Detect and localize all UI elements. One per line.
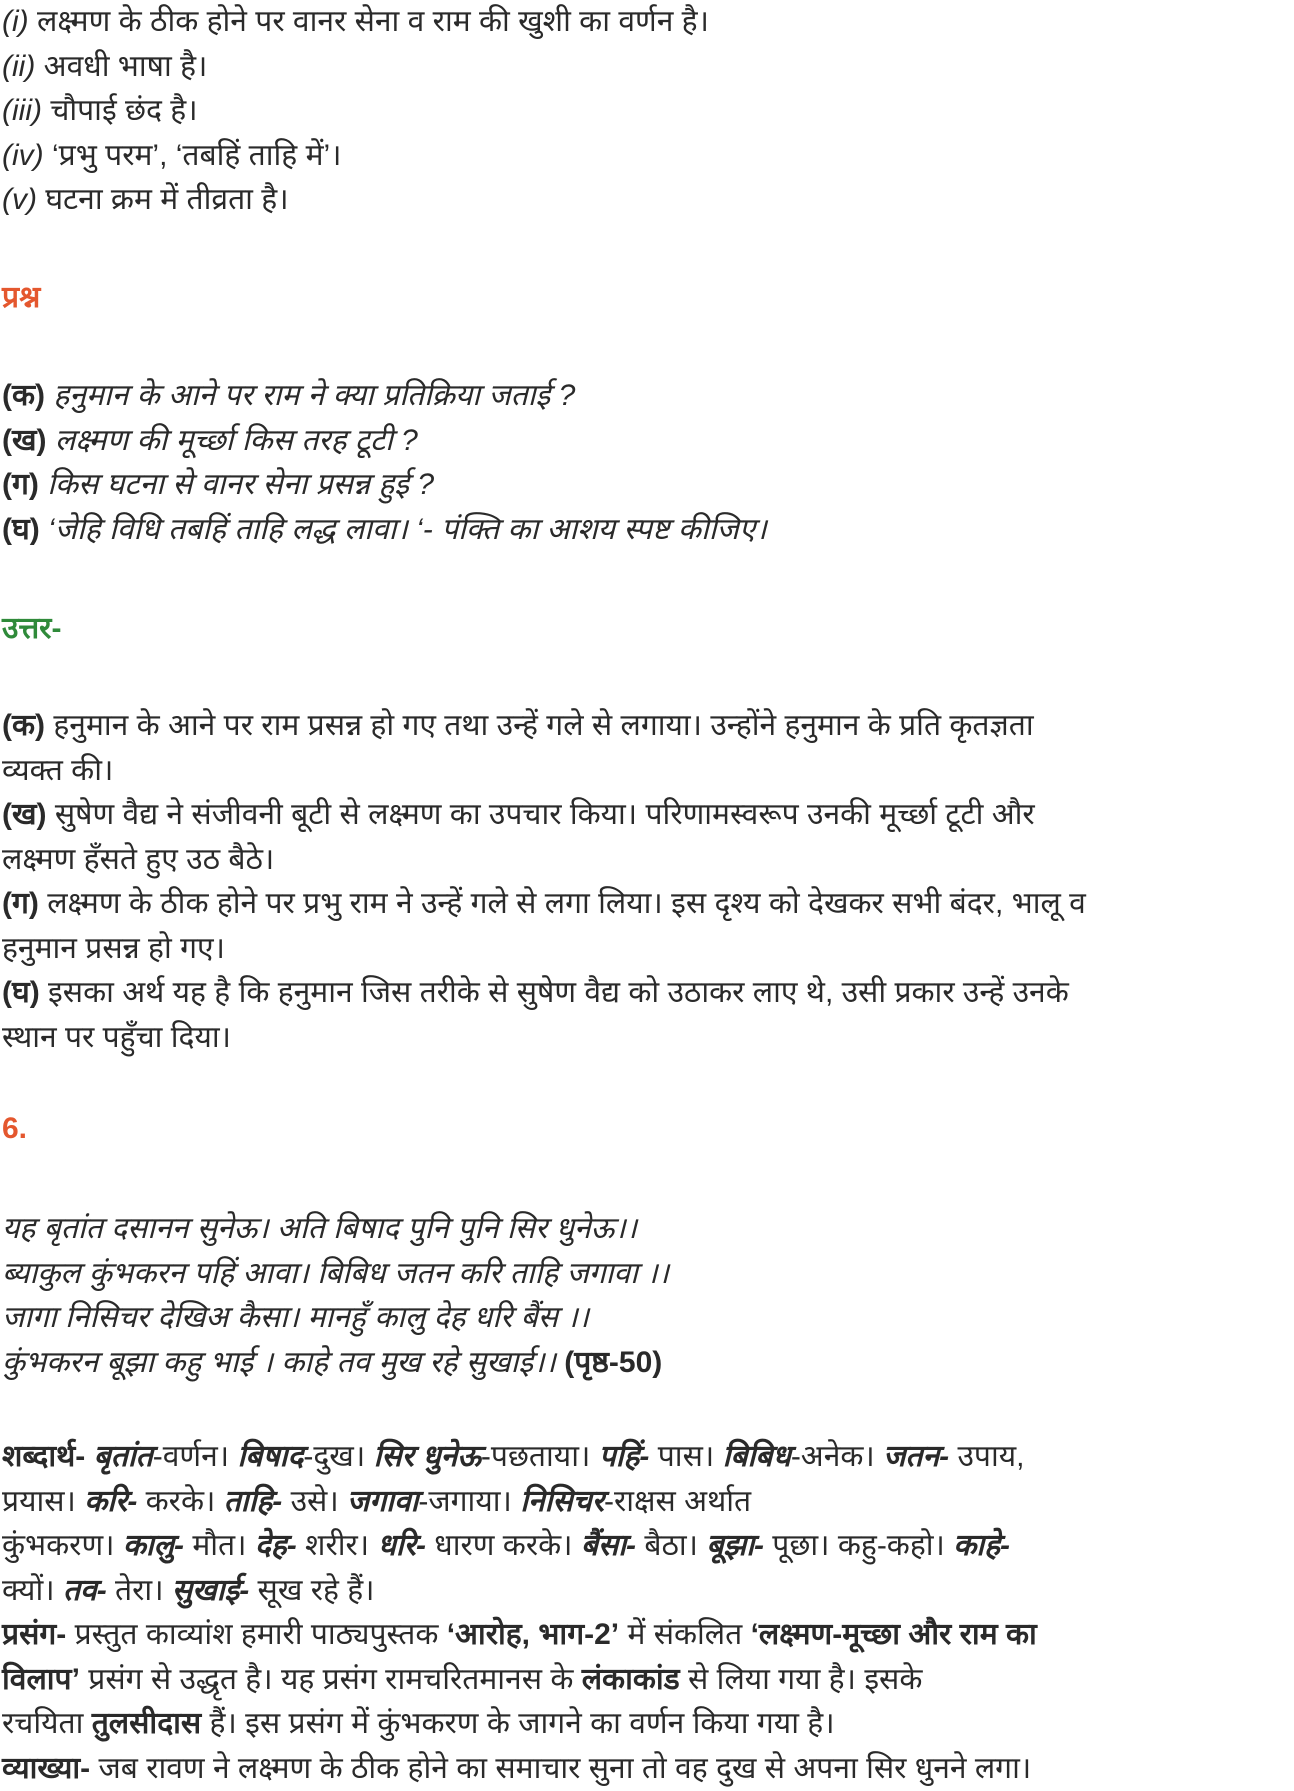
text-segment: प्रसंग से उद्धृत है। यह प्रसंग रामचरितमानस के [79, 1662, 582, 1696]
text-segment: प्रस्तुत काव्यांश हमारी पाठ्यपुस्तक [66, 1618, 447, 1651]
emphasized-text: तुलसीदास [91, 1707, 202, 1740]
emphasized-text: (ग) [2, 887, 39, 920]
emphasized-text: ताहि- [223, 1484, 283, 1518]
text-segment: -दुख। [303, 1440, 374, 1473]
emphasized-text: (ख) [2, 798, 47, 831]
text-segment: हैं। इस प्रसंग में कुंभकरण के जागने का वर्णन किया गया है। [201, 1707, 835, 1740]
emphasized-text: जतन- [883, 1440, 950, 1473]
text-segment: चौपाई छंद है। [41, 94, 198, 127]
explanation-line [2, 1569, 1288, 1614]
text-segment: व्यक्त की। [2, 753, 114, 787]
emphasized-text: बृतांत [93, 1440, 153, 1473]
answers-line [2, 749, 1288, 794]
answers-line [2, 882, 1288, 927]
emphasized-text: (ii) [2, 49, 36, 83]
emphasized-text: पहिं- [598, 1440, 650, 1473]
explanation-line [2, 1747, 1288, 1791]
answers-line [2, 927, 1288, 972]
emphasized-text: निसिचर [520, 1484, 604, 1518]
answers-line [2, 1016, 1288, 1061]
text-segment: -पछताया। [480, 1440, 599, 1473]
emphasized-text: कुंभकरन बूझा कहु भाई । काहे तव मुख रहे सुखाई।। [2, 1345, 556, 1379]
emphasized-text: (पृष्ठ-50) [555, 1345, 663, 1379]
emphasized-text: ‘जेहि विधि तबहिं ताहि लद्ध लावा। ‘- पंक्ति का आशय स्पष्ट कीजिए। [39, 512, 767, 546]
emphasized-text: (क) [2, 379, 46, 412]
text-segment: घटना क्रम में तीव्रता है। [36, 183, 289, 216]
emphasized-text: देह- [254, 1529, 297, 1562]
emphasized-text: बिषाद [237, 1440, 304, 1473]
emphasized-text: (i) [2, 5, 29, 38]
explanation-block [2, 1435, 1288, 1791]
text-segment: लक्ष्मण हँसते हुए उठ बैठे। [2, 842, 275, 876]
text-segment: -अनेक। [790, 1440, 884, 1473]
text-segment: उपाय, [949, 1440, 1025, 1473]
questions-line [2, 374, 1288, 419]
explanation-line [2, 1658, 1288, 1703]
text-segment: सूख रहे हैं। [249, 1573, 375, 1607]
emphasized-text: लंकाकांड [581, 1662, 680, 1696]
text-segment: -वर्णन। [152, 1440, 238, 1473]
text-segment: तेरा। [106, 1573, 172, 1607]
emphasized-text: कालु- [122, 1529, 184, 1562]
text-segment: ‘प्रभु परम’, ‘तबहिं ताहि में’। [43, 138, 342, 172]
emphasized-text: (iii) [2, 94, 42, 127]
questions-line [2, 419, 1288, 464]
points-line [2, 0, 1288, 45]
verse-line [2, 1296, 1288, 1341]
question-heading: प्रश्न [2, 281, 41, 314]
points-list [2, 0, 1288, 223]
points-line [2, 134, 1288, 179]
text-segment: अवधी भाषा है। [35, 49, 208, 83]
emphasized-text: ‘लक्ष्मण-मूच्छा और राम का [750, 1618, 1037, 1651]
text-segment: इसका अर्थ यह है कि हनुमान जिस तरीके से सुषेण वैद्य को उठाकर लाए थे, उसी प्रकार उन्हें उनके [39, 976, 1069, 1009]
emphasized-text: यह बृतांत दसानन सुनेऊ। अति बिषाद पुनि पुनि सिर धुनेऊ।। [2, 1212, 637, 1245]
section-number: 6. [2, 1112, 28, 1145]
text-segment: मौत। [183, 1529, 255, 1562]
text-segment: पास। [649, 1440, 723, 1473]
emphasized-text: (घ) [2, 976, 40, 1009]
text-segment: -जगाया। [418, 1484, 521, 1518]
points-line [2, 178, 1288, 223]
answers-line [2, 704, 1288, 749]
explanation-line [2, 1524, 1288, 1569]
text-segment: पूछा। कहु-कहो। [763, 1529, 954, 1562]
explanation-line [2, 1480, 1288, 1525]
verse-line [2, 1252, 1288, 1297]
emphasized-text: सिर धुनेऊ [373, 1440, 481, 1473]
emphasized-text: जागा निसिचर देखिअ कैसा। मानहुँ कालु देह धरि बैंस ।। [2, 1301, 590, 1334]
text-segment: शरीर। [296, 1529, 378, 1562]
emphasized-text: किस घटना से वानर सेना प्रसन्न हुई ? [38, 468, 435, 501]
emphasized-text: काहे- [953, 1529, 1010, 1562]
verse-line [2, 1207, 1288, 1252]
emphasized-text: ‘आरोह, भाग-2’ [446, 1618, 620, 1651]
text-segment: लक्ष्मण के ठीक होने पर प्रभु राम ने उन्हें गले से लगा लिया। इस दृश्य को देखकर सभी बंदर, भालू व [38, 887, 1086, 920]
emphasized-text: (v) [2, 183, 37, 216]
text-segment: में संकलित [619, 1618, 751, 1651]
points-line [2, 45, 1288, 90]
verse-line [2, 1341, 1288, 1386]
explanation-line [2, 1435, 1288, 1480]
text-segment: -राक्षस अर्थात [604, 1484, 752, 1518]
emphasized-text: (iv) [2, 138, 44, 172]
questions-list [2, 374, 1288, 552]
emphasized-text: बूझा- [706, 1529, 764, 1562]
text-segment: सुषेण वैद्य ने संजीवनी बूटी से लक्ष्मण का उपचार किया। परिणामस्वरूप उनकी मूर्च्छा टूटी और [46, 798, 1035, 831]
emphasized-text: व्याख्या- [2, 1751, 91, 1785]
emphasized-text: (ग) [2, 468, 39, 501]
questions-line [2, 508, 1288, 553]
text-segment: कुंभकरण। [2, 1529, 123, 1562]
text-segment: जब रावण ने लक्ष्मण के ठीक होने का समाचार सुना तो वह दुख से अपना सिर धुनने लगा। [90, 1751, 1032, 1785]
emphasized-text: लक्ष्मण की मूर्च्छा किस तरह टूटी ? [46, 423, 418, 457]
answers-line [2, 971, 1288, 1016]
text-segment: हनुमान के आने पर राम प्रसन्न हो गए तथा उन्हें गले से लगाया। उन्होंने हनुमान के प्रति कृतज्ञता [45, 709, 1034, 742]
points-line [2, 89, 1288, 134]
emphasized-text: (क) [2, 709, 46, 742]
text-segment: धारण करके। [425, 1529, 581, 1562]
text-segment: बैठा। [636, 1529, 707, 1562]
text-segment: क्यों। [2, 1573, 63, 1607]
answers-line [2, 838, 1288, 883]
verse-block [2, 1207, 1288, 1385]
emphasized-text: शब्दार्थ- [2, 1440, 86, 1473]
emphasized-text: विलाप’ [2, 1662, 80, 1696]
emphasized-text: जगावा [347, 1484, 419, 1518]
text-segment: करके। [137, 1484, 224, 1518]
emphasized-text: बैंसा- [580, 1529, 637, 1562]
emphasized-text: सुखाई- [171, 1573, 250, 1607]
emphasized-text: ब्याकुल कुंभकरन पहिं आवा। बिबिध जतन करि ताहि जगावा ।। [2, 1256, 669, 1290]
explanation-line [2, 1702, 1288, 1747]
emphasized-text: (ख) [2, 423, 47, 457]
questions-line [2, 463, 1288, 508]
explanation-line [2, 1613, 1288, 1658]
text-segment: प्रयास। [2, 1484, 85, 1518]
emphasized-text: धरि- [377, 1529, 426, 1562]
text-segment: से लिया गया है। इसके [679, 1662, 923, 1696]
emphasized-text: (घ) [2, 512, 40, 546]
emphasized-text: बिबिध [722, 1440, 791, 1473]
text-segment: स्थान पर पहुँचा दिया। [2, 1020, 232, 1054]
emphasized-text: हनुमान के आने पर राम ने क्या प्रतिक्रिया जताई ? [45, 379, 576, 412]
text-segment: हनुमान प्रसन्न हो गए। [2, 931, 225, 965]
text-segment [85, 1440, 93, 1473]
emphasized-text: करि- [84, 1484, 138, 1518]
emphasized-text: तव- [62, 1573, 107, 1607]
text-segment: रचयिता [2, 1707, 92, 1740]
text-segment: उसे। [282, 1484, 348, 1518]
answers-line [2, 793, 1288, 838]
answers-list [2, 704, 1288, 1060]
text-segment: लक्ष्मण के ठीक होने पर वानर सेना व राम की खुशी का वर्णन है। [28, 5, 709, 38]
answer-heading: उत्तर- [2, 612, 62, 645]
emphasized-text: प्रसंग- [2, 1618, 67, 1651]
